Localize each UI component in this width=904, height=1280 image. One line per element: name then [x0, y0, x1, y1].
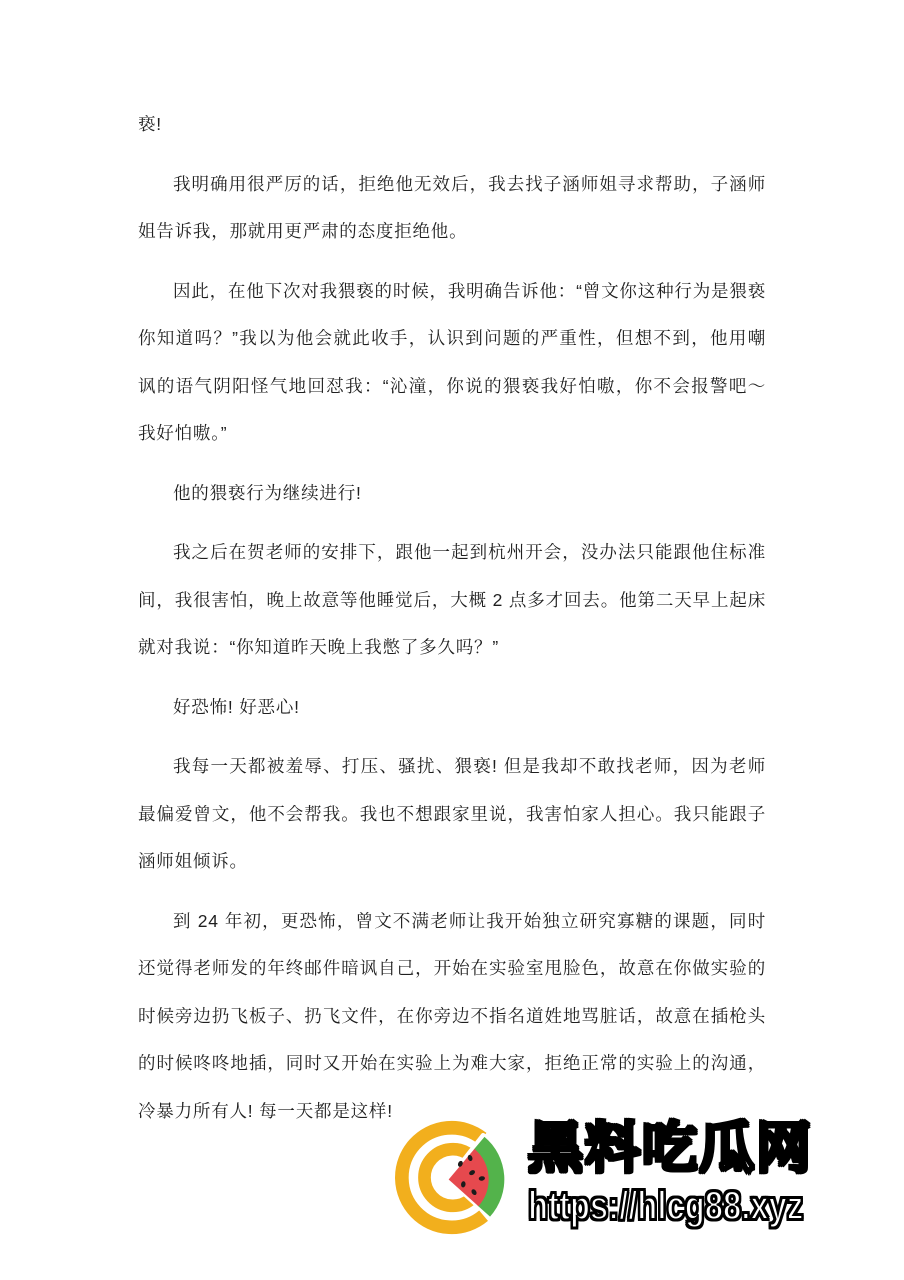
paragraph: 他的猥亵行为继续进行!: [173, 482, 362, 503]
site-watermark: [394, 1117, 874, 1243]
paragraph: 因此，在他下次对我猥亵的时候，我明确告诉他：“曾文你这种行为是猥亵你知道吗？”我以为他会就此收手，认识到问题的严重性，但想不到，他用嘲讽的语气阴阳怪气地回怼我：“沁潼，你说的猥亵我好怕嗷，你不会报警吧～我好怕嗷。”: [138, 280, 766, 443]
watermelon-logo-icon: [394, 1117, 516, 1239]
paragraph: 我之后在贺老师的安排下，跟他一起到杭州开会，没办法只能跟他住标准间，我很害怕，晚上故意等他睡觉后，大概 2 点多才回去。他第二天早上起床就对我说：“你知道昨天晚上我憋了多久吗？”: [138, 542, 766, 657]
paragraph: 我明确用很严厉的话，拒绝他无效后，我去找子涵师姐寻求帮助，子涵师姐告诉我，那就用更严肃的态度拒绝他。: [138, 173, 766, 241]
paragraph: 好恐怖! 好恶心!: [173, 696, 300, 717]
paragraph: 我每一天都被羞辱、打压、骚扰、猥亵! 但是我却不敢找老师，因为老师最偏爱曾文，他不会帮我。我也不想跟家里说，我害怕家人担心。我只能跟子涵师姐倾诉。: [138, 756, 766, 871]
paragraph: 亵!: [138, 114, 162, 134]
paragraph: 到 24 年初，更恐怖，曾文不满老师让我开始独立研究寡糖的课题，同时还觉得老师发的年终邮件暗讽自己，开始在实验室甩脸色，故意在你做实验的时候旁边扔飞板子、扔飞文件，在你旁边不指名道姓地骂脏话，故意在插枪头的时候咚咚地插，同时又开始在实验上为难大家，拒绝正常的实验上的沟通，冷暴力所有人! 每一天都是这样!: [138, 910, 766, 1121]
site-url-text: https://hlcg88.xyz: [528, 1184, 804, 1228]
site-name-text: 黑料吃瓜网: [528, 1117, 814, 1179]
watermark-text-column: [528, 1117, 864, 1229]
document-text-body: [138, 101, 766, 1147]
